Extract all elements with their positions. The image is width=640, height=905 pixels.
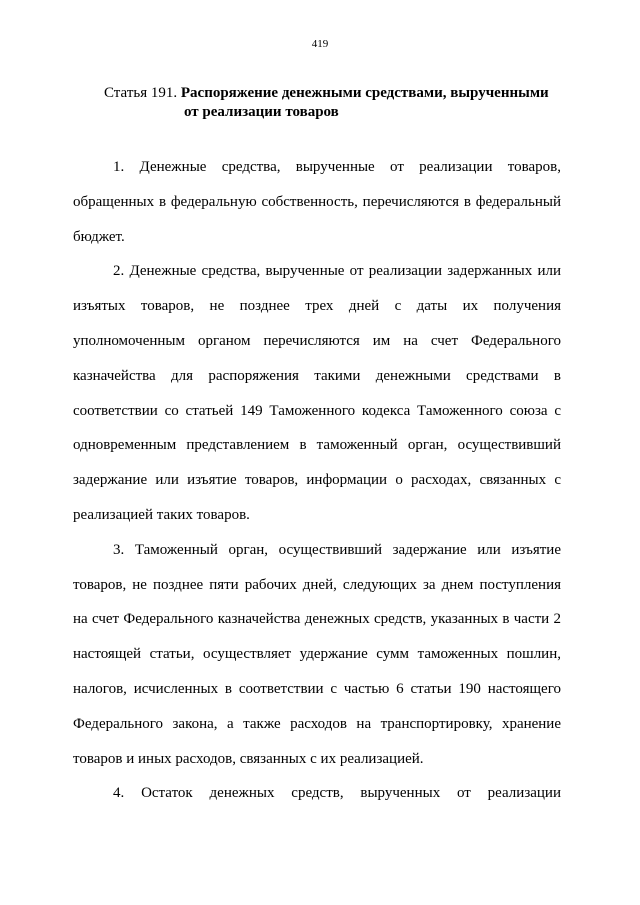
paragraph-line: 2. Денежные средства, вырученные от реализации задержанных или [113, 263, 561, 280]
paragraph-line: настоящей статьи, осуществляет удержание сумм таможенных пошлин, [73, 646, 561, 663]
paragraph-3 [73, 533, 561, 777]
paragraph-2 [73, 254, 561, 532]
paragraph-line: казначейства для распоряжения такими денежными средствами в [73, 367, 561, 384]
paragraph-4 [73, 776, 561, 811]
paragraph-line: бюджет. [73, 228, 125, 245]
article-title-line1: Распоряжение денежными средствами, вырученными [180, 85, 549, 101]
paragraph-1 [73, 150, 561, 254]
paragraph-line: уполномоченным органом перечисляются им на счет Федерального [73, 332, 561, 349]
paragraph-line: соответствии со статьей 149 Таможенного кодекса Таможенного союза с [73, 402, 561, 419]
paragraph-line: 1. Денежные средства, вырученные от реализации товаров, [113, 159, 561, 175]
paragraph-line: Федерального закона, а также расходов на транспортировку, хранение [73, 715, 561, 732]
page-number: 419 [311, 38, 329, 50]
paragraph-line: товаров, не позднее пяти рабочих дней, следующих за днем поступления [73, 576, 561, 593]
paragraph-line: налогов, исчисленных в соответствии с частью 6 статьи 190 настоящего [73, 680, 561, 697]
paragraph-line: изъятых товаров, не позднее трех дней с даты их получения [73, 298, 561, 315]
article-title-line2: от реализации товаров [184, 104, 339, 120]
paragraph-line: реализацией таких товаров. [73, 506, 250, 523]
paragraph-line: товаров и иных расходов, связанных с их реализацией. [73, 750, 424, 767]
article-body [73, 150, 561, 811]
article-heading [104, 84, 574, 122]
article-label: Статья 191. [104, 85, 178, 101]
paragraph-line: задержание или изъятие товаров, информации о расходах, связанных с [73, 472, 561, 489]
paragraph-line: обращенных в федеральную собственность, перечисляются в федеральный [73, 193, 561, 210]
paragraph-line: 3. Таможенный орган, осуществивший задержание или изъятие [113, 541, 561, 558]
paragraph-line: одновременным представлением в таможенный орган, осуществивший [73, 437, 561, 454]
paragraph-line: 4. Остаток денежных средств, вырученных от реализации [113, 785, 561, 802]
paragraph-line: на счет Федерального казначейства денежных средств, указанных в части 2 [73, 611, 561, 628]
